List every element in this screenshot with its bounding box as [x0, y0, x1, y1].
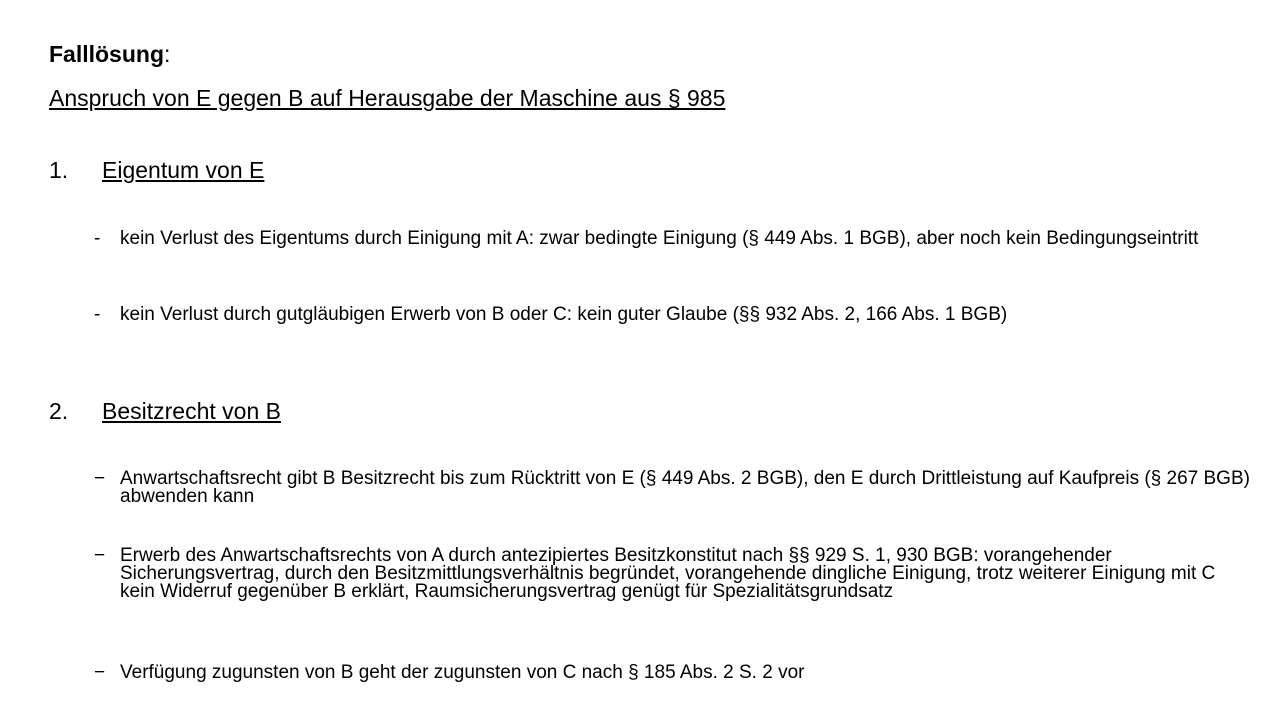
bullet-text: Erwerb des Anwartschaftsrechts von A durch antezipiertes Besitzkonstitut nach §§ 929 S. 1, 930 BGB: vorangehender Sicherungsvertrag, durch den Besitzmittlungsverhältnis begründet, vorangehende dingliche Einigung, trotz weiterer Einigung mit C kein Widerruf gegenüber B erklärt, Raumsicherungsvertrag genügt für Spezialitätsgrundsatz	[120, 545, 1216, 602]
section-2-heading	[49, 397, 281, 425]
section-title: Eigentum von E	[102, 157, 265, 183]
slide-title	[49, 40, 170, 68]
bullet-item	[94, 547, 1254, 601]
bullet-mark: -	[94, 228, 101, 249]
bullet-mark: −	[94, 468, 106, 489]
section-1-heading	[49, 156, 264, 184]
title-colon: :	[164, 41, 171, 67]
section-number: 2.	[49, 398, 69, 424]
bullet-mark: -	[94, 304, 101, 325]
bullet-item	[94, 306, 1254, 324]
section-number: 1.	[49, 157, 69, 183]
bullet-text: kein Verlust durch gutgläubigen Erwerb von B oder C: kein guter Glaube (§§ 932 Abs. 2, 166 Abs. 1 BGB)	[120, 304, 1008, 325]
bullet-text: kein Verlust des Eigentums durch Einigung mit A: zwar bedingte Einigung (§ 449 Abs. 1 BGB), aber noch kein Bedingungseintritt	[120, 228, 1199, 249]
section-title: Besitzrecht von B	[102, 398, 281, 424]
bullet-item	[94, 664, 1254, 682]
title-text: Falllösung	[49, 41, 164, 67]
bullet-mark: −	[94, 545, 106, 566]
bullet-item	[94, 230, 1254, 248]
bullet-text: Anwartschaftsrecht gibt B Besitzrecht bis zum Rücktritt von E (§ 449 Abs. 2 BGB), den E durch Drittleistung auf Kaufpreis (§ 267 BGB) abwenden kann	[120, 468, 1250, 507]
bullet-mark: −	[94, 662, 106, 683]
bullet-item	[94, 470, 1254, 506]
slide-subtitle: Anspruch von E gegen B auf Herausgabe der Maschine aus § 985	[49, 85, 726, 111]
bullet-text: Verfügung zugunsten von B geht der zugunsten von C nach § 185 Abs. 2 S. 2 vor	[120, 662, 805, 683]
